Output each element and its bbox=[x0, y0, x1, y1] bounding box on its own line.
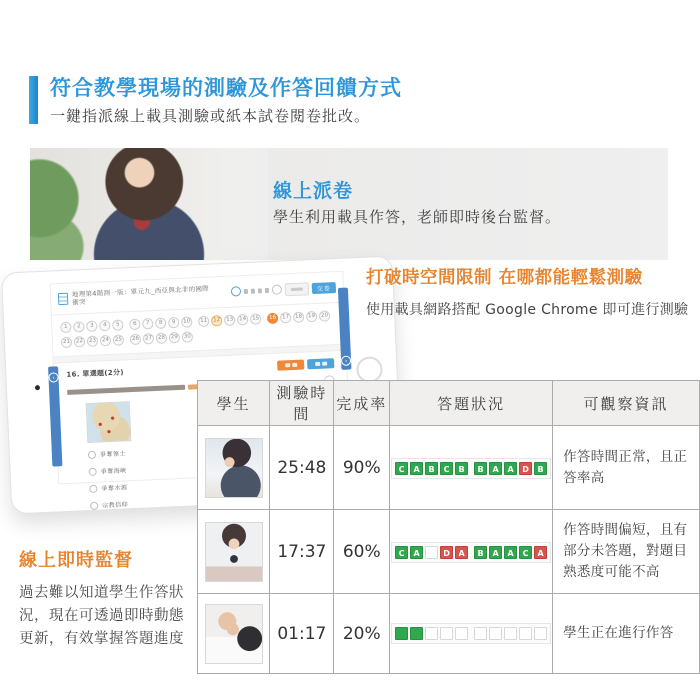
answer-box bbox=[519, 627, 532, 640]
answer-box bbox=[489, 627, 502, 640]
stem-text-bar bbox=[67, 385, 185, 395]
banner bbox=[30, 148, 668, 260]
quiz-title: 地理第4階測一版：單元九_西亞與北非的國際衝突 bbox=[71, 284, 210, 307]
question-number-23[interactable]: 23 bbox=[87, 336, 98, 347]
radio-icon[interactable] bbox=[88, 467, 96, 475]
answer-box: C bbox=[519, 546, 532, 559]
answer-box: B bbox=[474, 462, 487, 475]
col-header-time: 測驗時間 bbox=[270, 381, 334, 426]
answer-box bbox=[455, 627, 468, 640]
status-table-body bbox=[198, 426, 700, 674]
answer-boxes bbox=[391, 542, 551, 563]
page-title: 符合教學現場的測驗及作答回饋方式 bbox=[50, 76, 402, 100]
answer-box: B bbox=[455, 462, 468, 475]
question-number-15[interactable]: 15 bbox=[250, 313, 261, 324]
student-avatar bbox=[205, 438, 263, 498]
col-header-rate: 完成率 bbox=[334, 381, 390, 426]
font-size-char bbox=[244, 288, 248, 293]
question-number-18[interactable]: 18 bbox=[293, 311, 304, 322]
question-tools bbox=[277, 358, 334, 370]
answer-box bbox=[395, 627, 408, 640]
answer-box bbox=[410, 627, 423, 640]
answer-box: B bbox=[534, 462, 547, 475]
test-time: 01:17 bbox=[270, 594, 334, 674]
answer-boxes bbox=[391, 623, 551, 644]
radio-icon[interactable] bbox=[90, 501, 98, 509]
answer-box: D bbox=[440, 546, 453, 559]
prev-arrow-icon[interactable]: ‹ bbox=[48, 372, 58, 382]
question-number-7[interactable]: 7 bbox=[142, 318, 153, 329]
question-number-4[interactable]: 4 bbox=[99, 320, 110, 331]
timer-chip bbox=[285, 282, 310, 296]
font-size-char bbox=[251, 288, 255, 293]
question-number-26[interactable]: 26 bbox=[130, 334, 141, 345]
question-number-21[interactable]: 21 bbox=[61, 337, 72, 348]
question-number-2[interactable]: 2 bbox=[73, 321, 84, 332]
monitor-block bbox=[19, 546, 195, 651]
question-number-24[interactable]: 24 bbox=[100, 335, 111, 346]
question-number-19[interactable]: 19 bbox=[306, 311, 317, 322]
question-number-14[interactable]: 14 bbox=[237, 314, 248, 325]
student-photo bbox=[30, 148, 268, 260]
question-number-28[interactable]: 28 bbox=[156, 332, 167, 343]
observation-note: 學生正在進行作答 bbox=[553, 594, 700, 674]
table-header-row bbox=[198, 381, 700, 426]
question-number-20[interactable]: 20 bbox=[319, 310, 330, 321]
observation-note: 作答時間偏短，且有部分未答題，對題目熟悉度可能不高 bbox=[553, 510, 700, 594]
answer-box: A bbox=[504, 546, 517, 559]
option-label: 宗教信仰 bbox=[102, 501, 129, 510]
question-number-12[interactable]: 12 bbox=[211, 315, 222, 326]
answer-box: A bbox=[410, 462, 423, 475]
table-row bbox=[198, 594, 700, 674]
status-table bbox=[197, 380, 700, 674]
monitor-title: 線上即時監督 bbox=[19, 550, 133, 571]
font-plus-icon[interactable] bbox=[272, 284, 282, 294]
font-size-char bbox=[265, 287, 269, 292]
tool-button-orange[interactable] bbox=[277, 360, 304, 371]
col-header-answers: 答題狀況 bbox=[390, 381, 553, 426]
answer-status-cell bbox=[390, 510, 553, 594]
answer-box: A bbox=[455, 546, 468, 559]
answer-box: B bbox=[474, 546, 487, 559]
col-header-student: 學生 bbox=[198, 381, 270, 426]
section-accent-bar bbox=[29, 76, 38, 124]
question-number-29[interactable]: 29 bbox=[169, 332, 180, 343]
col-header-info: 可觀察資訊 bbox=[553, 381, 700, 426]
answer-box bbox=[474, 627, 487, 640]
answer-box: A bbox=[489, 546, 502, 559]
answer-box bbox=[504, 627, 517, 640]
answer-boxes bbox=[391, 458, 551, 479]
observation-note: 作答時間正常，且正答率高 bbox=[553, 426, 700, 510]
feature-title: 打破時空間限制 在哪都能輕鬆測驗 bbox=[366, 268, 643, 288]
option-label: 爭奪水源 bbox=[101, 484, 128, 493]
question-number-1[interactable]: 1 bbox=[60, 322, 71, 333]
table-row bbox=[198, 510, 700, 594]
question-number-22[interactable]: 22 bbox=[74, 336, 85, 347]
question-number-9[interactable]: 9 bbox=[168, 317, 179, 328]
answer-box: C bbox=[395, 546, 408, 559]
question-number-6[interactable]: 6 bbox=[129, 319, 140, 330]
banner-desc: 學生利用載具作答，老師即時後台監督。 bbox=[273, 208, 562, 226]
feature-block bbox=[366, 264, 692, 319]
question-number-8[interactable]: 8 bbox=[155, 318, 166, 329]
answer-box: B bbox=[425, 462, 438, 475]
student-avatar bbox=[205, 604, 263, 664]
answer-box: C bbox=[440, 462, 453, 475]
answer-box bbox=[425, 546, 438, 559]
question-number-16[interactable]: 16 bbox=[267, 313, 278, 324]
answer-box: C bbox=[395, 462, 408, 475]
option-label: 爭奪領土 bbox=[99, 450, 127, 459]
radio-icon[interactable] bbox=[89, 484, 97, 492]
question-label: 16. 單選題(2分) bbox=[66, 368, 124, 379]
student-avatar bbox=[205, 522, 263, 582]
next-arrow-icon[interactable]: › bbox=[341, 355, 351, 365]
table-row bbox=[198, 426, 700, 510]
completion-rate: 60% bbox=[334, 510, 390, 594]
test-time: 17:37 bbox=[270, 510, 334, 594]
question-number-5[interactable]: 5 bbox=[112, 319, 123, 330]
question-number-3[interactable]: 3 bbox=[86, 321, 97, 332]
completion-rate: 20% bbox=[334, 594, 390, 674]
tool-button-blue[interactable] bbox=[307, 358, 334, 369]
question-number-11[interactable]: 11 bbox=[198, 316, 209, 327]
answer-box: D bbox=[519, 462, 532, 475]
question-number-27[interactable]: 27 bbox=[143, 333, 154, 344]
question-number-17[interactable]: 17 bbox=[280, 312, 291, 323]
answer-box bbox=[440, 627, 453, 640]
font-size-char bbox=[258, 288, 262, 293]
monitor-desc: 過去難以知道學生作答狀況，現在可透過即時動態更新，有效掌握答題進度 bbox=[19, 585, 184, 647]
question-number-10[interactable]: 10 bbox=[181, 316, 192, 327]
page-subtitle: 一鍵指派線上載具測驗或紙本試卷閱卷批改。 bbox=[50, 107, 371, 125]
answer-box: A bbox=[504, 462, 517, 475]
banner-title: 線上派卷 bbox=[273, 180, 354, 202]
quiz-header-controls bbox=[231, 281, 336, 299]
font-minus-icon[interactable] bbox=[231, 286, 241, 296]
answer-box: A bbox=[410, 546, 423, 559]
test-time: 25:48 bbox=[270, 426, 334, 510]
question-number-13[interactable]: 13 bbox=[224, 314, 235, 325]
completion-rate: 90% bbox=[334, 426, 390, 510]
submit-button[interactable]: 交卷 bbox=[312, 282, 336, 294]
answer-box: A bbox=[489, 462, 502, 475]
question-number-30[interactable]: 30 bbox=[182, 331, 193, 342]
answer-box bbox=[425, 627, 438, 640]
feature-desc: 使用載具網路搭配 Google Chrome 即可進行測驗 bbox=[366, 302, 689, 318]
radio-icon[interactable] bbox=[88, 450, 96, 458]
question-map-image bbox=[86, 401, 132, 443]
answer-status-cell bbox=[390, 426, 553, 510]
question-number-25[interactable]: 25 bbox=[113, 334, 124, 345]
document-icon bbox=[58, 293, 69, 305]
answer-box: A bbox=[534, 546, 547, 559]
answer-status-cell bbox=[390, 594, 553, 674]
answer-box bbox=[534, 627, 547, 640]
option-label: 爭奪海峽 bbox=[100, 467, 127, 476]
